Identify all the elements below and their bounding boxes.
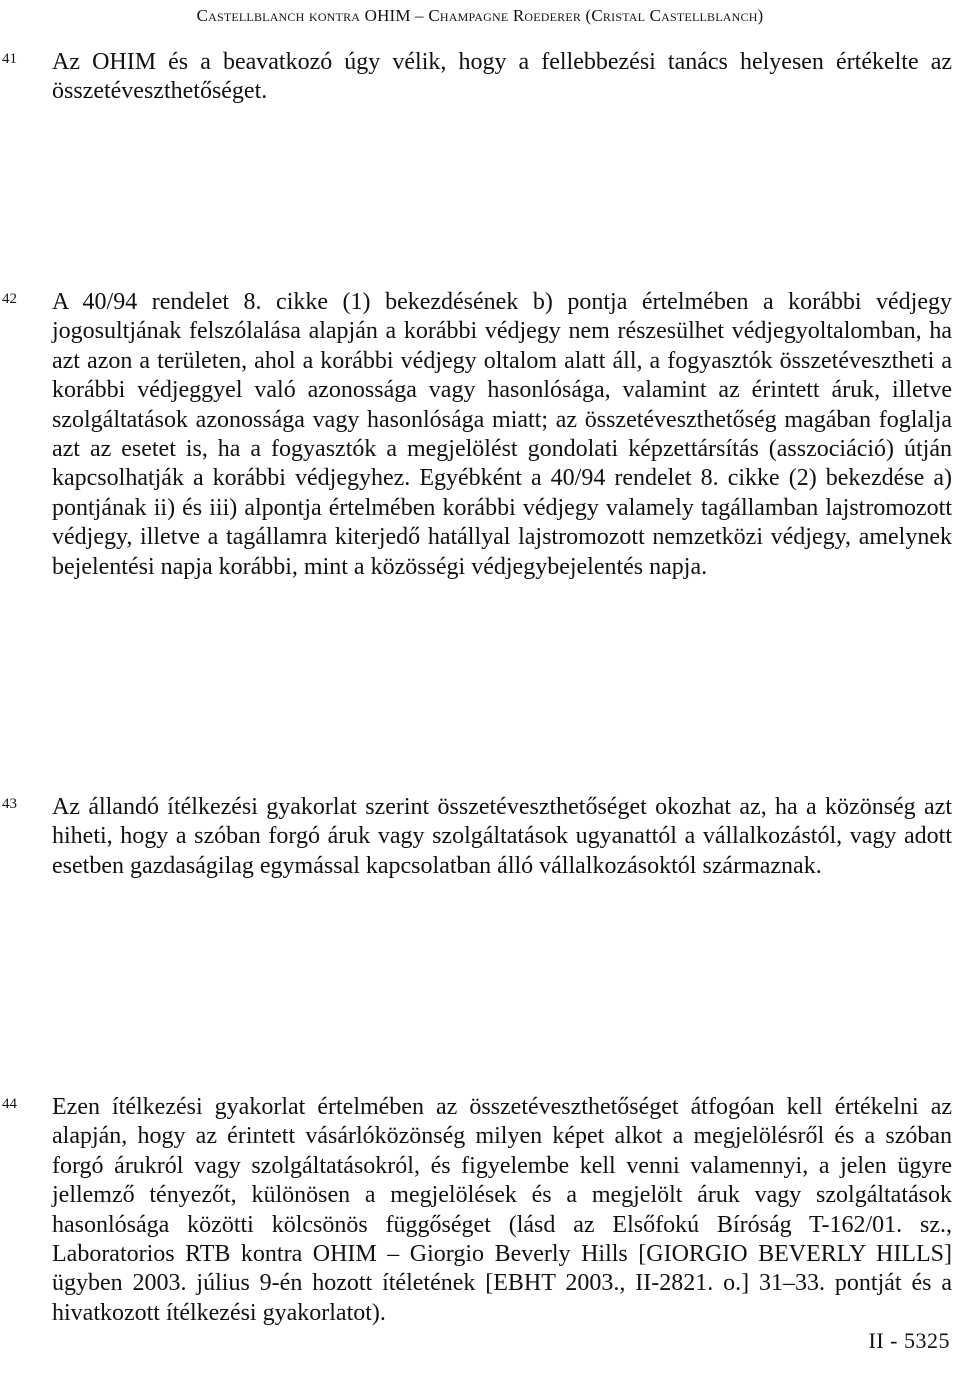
running-header: Castellblanch kontra OHIM – Champagne Roederer (Cristal Castellblanch) <box>196 6 764 25</box>
paragraph-number: 44 <box>2 1096 17 1112</box>
paragraph-number: 42 <box>2 291 17 307</box>
paragraph-number: 41 <box>2 51 17 67</box>
paragraph-text: Az OHIM és a beavatkozó úgy vélik, hogy a fellebbezési tanács helyesen értékelte az összetéveszthetőséget. <box>52 49 952 105</box>
paragraph-text: A 40/94 rendelet 8. cikke (1) bekezdésének b) pontja értelmében a korábbi védjegy jogosultjának felszólalása alapján a korábbi védjegy nem részesülhet védjegyoltalomban, ha azt azon a területen, ahol a korábbi védjegy oltalom alatt áll, a fogyasztók összetévesztheti a korábbi védjeggyel való azonossága vagy hasonlósága, valamint az érintett áruk, illetve szolgáltatások azonossága vagy hasonlósága miatt; az összetéveszthetőség magában foglalja azt az esetet is, ha a fogyasztók a megjelölést gondolati képzettársítás (asszociáció) útján kapcsolhatják a korábbi védjegyhez. Egyébként a 40/94 rendelet 8. cikke (2) bekezdése a) pontjának ii) és iii) alpontja értelmében korábbi védjegy valamely tagállamban lajstromozott védjegy, illetve a tagállamra kiterjedő hatállyal lajstromozott nemzetközi védjegy, amelynek bejelentési napja korábbi, mint a közösségi védjegybejelentés napja. <box>52 289 952 580</box>
paragraph-text: Az állandó ítélkezési gyakorlat szerint összetéveszthetőséget okozhat az, ha a közönség azt hiheti, hogy a szóban forgó áruk vagy szolgáltatások ugyanattól a vállalkozástól, vagy adott esetben gazdaságilag egymással kapcsolatban álló vállalkozásoktól származnak. <box>52 794 952 879</box>
page-number: II - 5325 <box>868 1328 950 1353</box>
paragraph-number: 43 <box>2 796 17 812</box>
paragraph-text: Ezen ítélkezési gyakorlat értelmében az összetéveszthetőséget átfogóan kell értékelni az alapján, hogy az érintett vásárlóközönség milyen képet alkot a megjelölésről és a szóban forgó árukról vagy szolgáltatásokról, és figyelembe kell venni valamennyi, a jelen ügyre jellemző tényezőt, különösen a megjelölések és a megjelölt áruk vagy szolgáltatások hasonlósága közötti kölcsönös függőséget (lásd az Elsőfokú Bíróság T-162/01. sz., Laboratorios RTB kontra OHIM – Giorgio Beverly Hills [GIORGIO BEVERLY HILLS] ügyben 2003. július 9-én hozott ítéletének [EBHT 2003., II-2821. o.] 31–33. pontját és a hivatkozott ítélkezési gyakorlatot). <box>52 1094 952 1326</box>
